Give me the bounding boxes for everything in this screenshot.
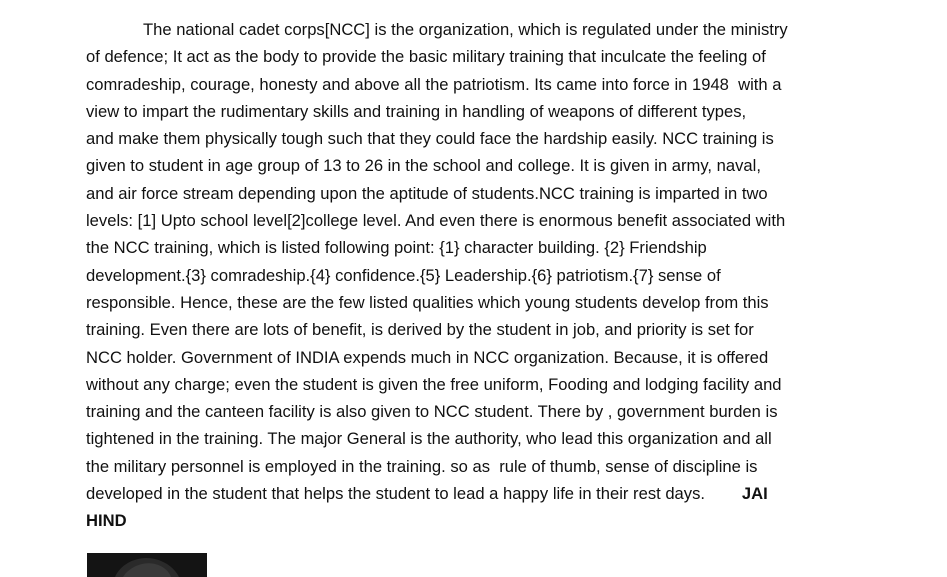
- paragraph-line: view to impart the rudimentary skills and training in handling of weapons of different types,: [86, 101, 747, 121]
- paragraph-line: and make them physically tough such that they could face the hardship easily. NCC training is: [86, 129, 774, 149]
- paragraph-line: the NCC training, which is listed following point: {1} character building. {2} Friendship: [86, 238, 707, 258]
- paragraph-line: [86, 480, 866, 507]
- paragraph-line: without any charge; even the student is given the free uniform, Fooding and lodging facility and: [86, 374, 782, 394]
- paragraph-line: comradeship, courage, honesty and above all the patriotism. Its came into force in 1948 with a: [86, 74, 782, 94]
- paragraph-line: The national cadet corps[NCC] is the organization, which is regulated under the ministry: [143, 20, 788, 39]
- paragraph-line: the military personnel is employed in the training. so as rule of thumb, sense of discipline is: [86, 456, 758, 476]
- partial-photo: [87, 553, 207, 577]
- closing-word-hind: HIND: [86, 511, 127, 531]
- paragraph-line: development.{3} comradeship.{4} confidence.{5} Leadership.{6} patriotism.{7} sense of: [86, 265, 721, 285]
- paragraph-line: training. Even there are lots of benefit, is derived by the student in job, and priority is set for: [86, 320, 754, 340]
- paragraph-line: responsible. Hence, these are the few listed qualities which young students develop from this: [86, 292, 769, 312]
- paragraph-line: training and the canteen facility is also given to NCC student. There by , government burden is: [86, 402, 778, 422]
- closing-word-jai: JAI: [741, 484, 768, 504]
- paragraph-line: given to student in age group of 13 to 26 in the school and college. It is given in army, naval,: [86, 156, 761, 176]
- paragraph-line: of defence; It act as the body to provide the basic military training that inculcate the feeling of: [86, 47, 766, 67]
- essay-paragraph: [86, 16, 866, 535]
- paragraph-line-text: developed in the student that helps the student to lead a happy life in their rest days.: [86, 484, 705, 504]
- paragraph-line: NCC holder. Government of INDIA expends much in NCC organization. Because, it is offered: [86, 347, 769, 367]
- paragraph-line: tightened in the training. The major General is the authority, who lead this organization and all: [86, 429, 772, 449]
- photo-silhouette: [87, 553, 207, 577]
- paragraph-line: levels: [1] Upto school level[2]college level. And even there is enormous benefit associated with: [86, 211, 786, 231]
- paragraph-line: and air force stream depending upon the aptitude of students.NCC training is imparted in two: [86, 183, 768, 203]
